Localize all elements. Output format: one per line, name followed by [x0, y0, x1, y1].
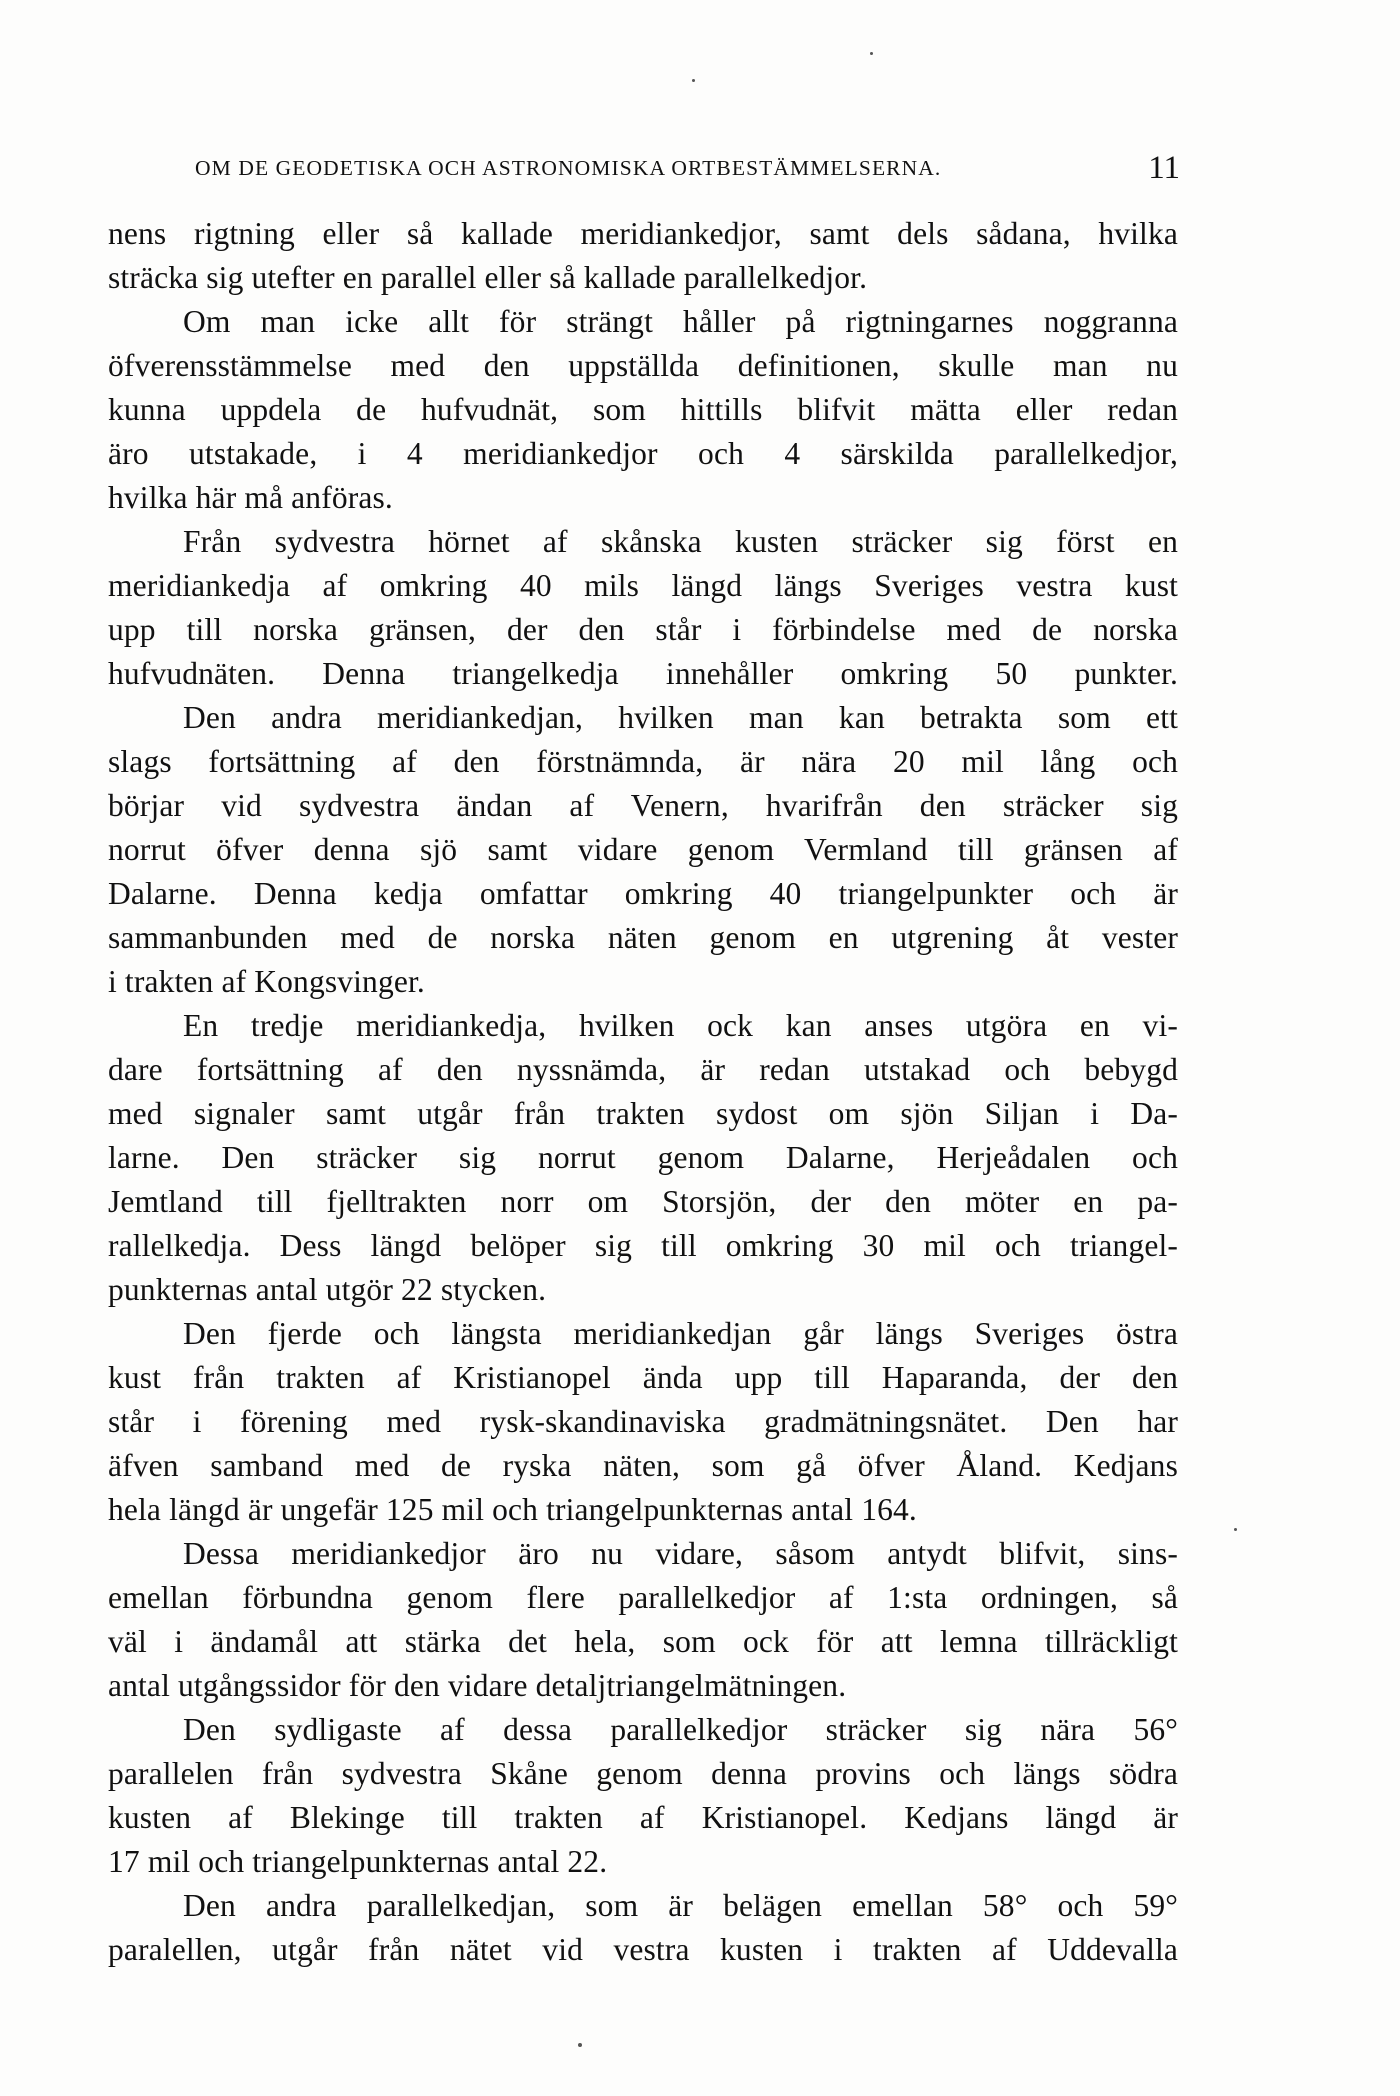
body-line: sammanbunden med de norska näten genom en utgrening åt vester	[108, 920, 1178, 955]
scan-speck	[1234, 1528, 1237, 1531]
body-line: 17 mil och triangelpunkternas antal 22.	[108, 1844, 608, 1879]
body-line: hufvudnäten. Denna triangelkedja innehåller omkring 50 punkter.	[108, 656, 1178, 691]
body-line: i trakten af Kongsvinger.	[108, 964, 425, 999]
body-line: Den sydligaste af dessa parallelkedjor sträcker sig nära 56°	[183, 1712, 1178, 1747]
body-line: Den andra parallelkedjan, som är belägen emellan 58° och 59°	[183, 1888, 1178, 1923]
body-line: står i förening med rysk-skandinaviska gradmätningsnätet. Den har	[108, 1404, 1178, 1439]
body-line: emellan förbundna genom flere parallelkedjor af 1:sta ordningen, så	[108, 1580, 1178, 1615]
body-line: parallelen från sydvestra Skåne genom denna provins och längs södra	[108, 1756, 1178, 1791]
body-line: larne. Den sträcker sig norrut genom Dalarne, Herjeådalen och	[108, 1140, 1178, 1175]
body-line: nens rigtning eller så kallade meridiankedjor, samt dels sådana, hvilka	[108, 216, 1178, 251]
body-line: börjar vid sydvestra ändan af Venern, hvarifrån den sträcker sig	[108, 788, 1178, 823]
body-line: äro utstakade, i 4 meridiankedjor och 4 särskilda parallelkedjor,	[108, 436, 1178, 471]
scan-speck	[578, 2043, 582, 2047]
running-header	[195, 150, 1180, 196]
body-line: Dalarne. Denna kedja omfattar omkring 40 triangelpunkter och är	[108, 876, 1178, 911]
scan-speck	[870, 52, 873, 55]
body-line: Den andra meridiankedjan, hvilken man kan betrakta som ett	[183, 700, 1178, 735]
body-line: rallelkedja. Dess längd belöper sig till omkring 30 mil och triangel-	[108, 1228, 1178, 1263]
body-line: hvilka här må anföras.	[108, 480, 393, 515]
body-line: En tredje meridiankedja, hvilken ock kan anses utgöra en vi-	[183, 1008, 1178, 1043]
body-line: antal utgångssidor för den vidare detaljtriangelmätningen.	[108, 1668, 847, 1703]
body-line: med signaler samt utgår från trakten sydost om sjön Siljan i Da-	[108, 1096, 1178, 1131]
body-line: paralellen, utgår från nätet vid vestra kusten i trakten af Uddevalla	[108, 1932, 1178, 1967]
body-line: punkternas antal utgör 22 stycken.	[108, 1272, 547, 1307]
body-line: kusten af Blekinge till trakten af Kristianopel. Kedjans längd är	[108, 1800, 1178, 1835]
body-line: upp till norska gränsen, der den står i förbindelse med de norska	[108, 612, 1178, 647]
body-line: Jemtland till fjelltrakten norr om Storsjön, der den möter en pa-	[108, 1184, 1178, 1219]
body-line: dare fortsättning af den nyssnämda, är redan utstakad och bebygd	[108, 1052, 1178, 1087]
page-number: 11	[1148, 150, 1180, 186]
body-line: Om man icke allt för strängt håller på rigtningarnes noggranna	[183, 304, 1178, 339]
body-text	[108, 212, 1178, 1972]
body-line: öfverensstämmelse med den uppställda definitionen, skulle man nu	[108, 348, 1178, 383]
body-line: äfven samband med de ryska näten, som gå öfver Åland. Kedjans	[108, 1448, 1178, 1483]
body-line: kunna uppdela de hufvudnät, som hittills blifvit mätta eller redan	[108, 392, 1178, 427]
running-title: OM DE GEODETISKA OCH ASTRONOMISKA ORTBESTÄMMELSERNA.	[195, 156, 942, 180]
body-line: norrut öfver denna sjö samt vidare genom Vermland till gränsen af	[108, 832, 1178, 867]
body-line: slags fortsättning af den förstnämnda, är nära 20 mil lång och	[108, 744, 1178, 779]
body-line: sträcka sig utefter en parallel eller så kallade parallelkedjor.	[108, 260, 868, 295]
body-line: Den fjerde och längsta meridiankedjan går längs Sveriges östra	[183, 1316, 1178, 1351]
body-line: väl i ändamål att stärka det hela, som ock för att lemna tillräckligt	[108, 1624, 1178, 1659]
body-line: Dessa meridiankedjor äro nu vidare, såsom antydt blifvit, sins-	[183, 1536, 1178, 1571]
body-line: hela längd är ungefär 125 mil och triangelpunkternas antal 164.	[108, 1492, 917, 1527]
body-line: meridiankedja af omkring 40 mils längd längs Sveriges vestra kust	[108, 568, 1178, 603]
body-line: Från sydvestra hörnet af skånska kusten sträcker sig först en	[183, 524, 1178, 559]
body-line: kust från trakten af Kristianopel ända upp till Haparanda, der den	[108, 1360, 1178, 1395]
scan-speck	[692, 79, 695, 82]
